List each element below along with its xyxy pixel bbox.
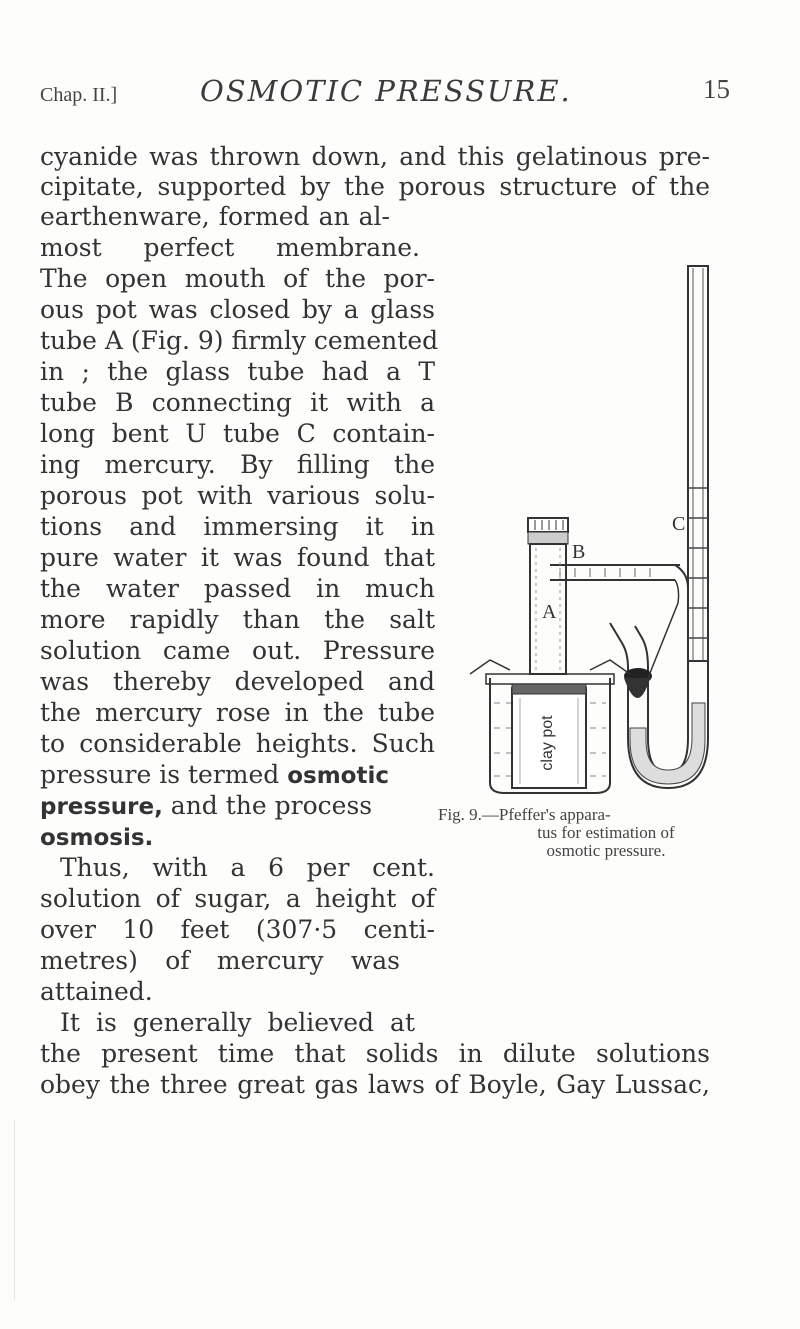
label-b: B [572,541,586,563]
caption-line: tus for estimation of [537,823,675,842]
text-line: cyanide was thrown down, and this gelatinous pre- [40,142,710,171]
text-line: the water passed in much [40,574,435,603]
text-line: more rapidly than the salt [40,605,435,634]
text-line: Thus, with a 6 per cent. [60,853,435,882]
text-line [40,822,153,853]
text-line: tube A (Fig. 9) firmly cemented [40,326,439,355]
text-line: cipitate, supported by the porous structure of the [40,172,710,201]
caption-line: osmotic pressure. [546,841,666,860]
text-line [40,760,435,791]
text-line: obey the three great gas laws of Boyle, Gay Lussac, [40,1070,710,1099]
emphasis-term: pressure, [40,794,163,820]
page-number: 15 [703,74,730,104]
running-title: OSMOTIC PRESSURE. [200,74,572,108]
text-line: ous pot was closed by a glass [40,295,435,324]
text-line: ing mercury. By filling the [40,450,435,479]
label-c: C [672,513,686,535]
figure-caption [438,806,738,860]
text-line: over 10 feet (307·5 centi- [40,915,435,944]
text-line: tube B connecting it with a [40,388,435,417]
text-line: in ; the glass tube had a T [40,357,435,386]
pfeffer-apparatus-figure [450,258,720,798]
running-header [40,74,730,114]
apparatus-illustration [450,258,720,798]
page-margin-shadow [14,1120,15,1300]
text-line: pure water it was found that [40,543,435,572]
text-run: pressure is termed [40,760,288,789]
text-line: the mercury rose in the tube [40,698,435,727]
text-line: The open mouth of the por- [40,264,435,293]
text-line: porous pot with various solu- [40,481,435,510]
text-line: to considerable heights. Such [40,729,435,758]
text-line: attained. [40,977,153,1006]
pot-label: clay pot [539,715,556,771]
emphasis-term: osmosis. [40,825,154,851]
caption-line: Fig. 9.—Pfeffer's appara- [438,805,611,824]
text-line: most perfect membrane. [40,233,420,262]
text-run: and the process [162,791,373,820]
text-line: was thereby developed and [40,667,435,696]
label-a: A [542,601,557,623]
chapter-label: Chap. II.] [40,84,118,106]
emphasis-term: osmotic [287,763,389,789]
text-line: metres) of mercury was [40,946,400,975]
text-line [40,791,435,822]
text-line: It is generally believed at [60,1008,415,1037]
text-line: long bent U tube C contain- [40,419,435,448]
text-line: the present time that solids in dilute solutions [40,1039,710,1068]
text-line: earthenware, formed an al- [40,202,390,231]
text-line: solution of sugar, a height of [40,884,435,913]
text-line: solution came out. Pressure [40,636,435,665]
text-line: tions and immersing it in [40,512,435,541]
